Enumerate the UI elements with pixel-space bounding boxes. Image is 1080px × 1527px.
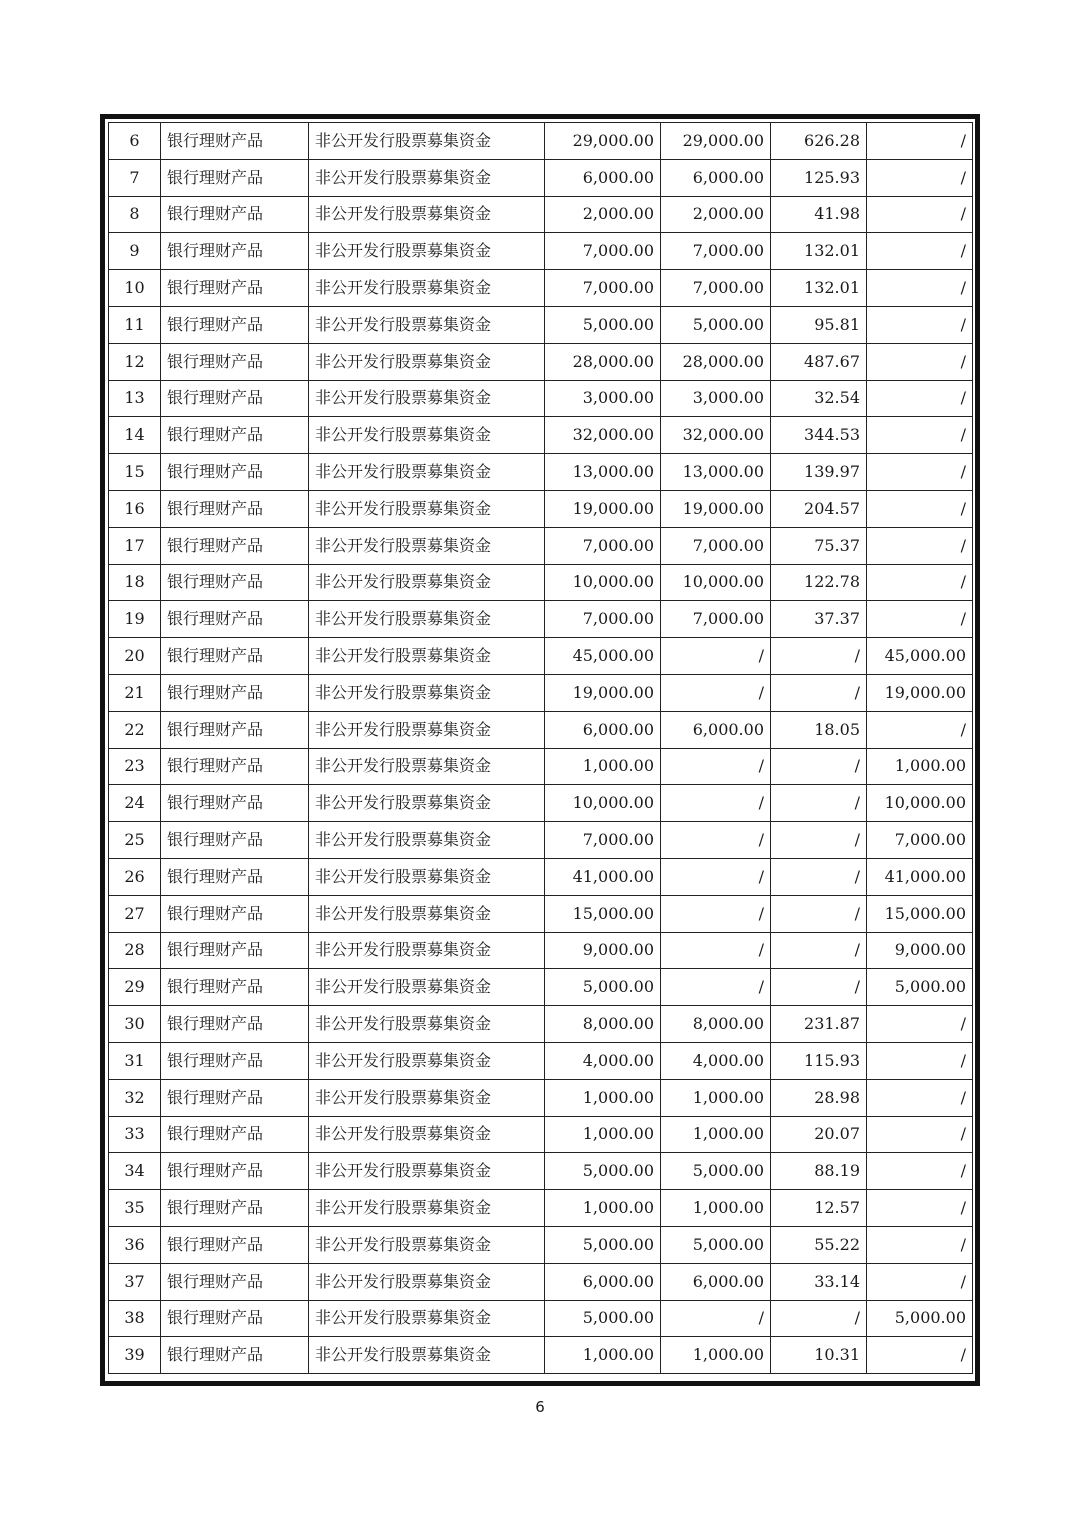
cell-redeemed-amount: / <box>661 822 771 859</box>
cell-income: 132.01 <box>771 233 867 270</box>
cell-redeemed-amount: 2,000.00 <box>661 196 771 233</box>
cell-purchase-amount: 5,000.00 <box>545 969 661 1006</box>
cell-product-type: 银行理财产品 <box>161 1116 309 1153</box>
cell-purchase-amount: 5,000.00 <box>545 1300 661 1337</box>
cell-serial-number: 23 <box>109 748 161 785</box>
cell-redeemed-amount: 7,000.00 <box>661 527 771 564</box>
cell-fund-source: 非公开发行股票募集资金 <box>309 1190 545 1227</box>
cell-redeemed-amount: 8,000.00 <box>661 1006 771 1043</box>
cell-fund-source: 非公开发行股票募集资金 <box>309 674 545 711</box>
cell-income: / <box>771 674 867 711</box>
cell-redeemed-amount: / <box>661 858 771 895</box>
cell-unredeemed-amount: / <box>867 343 973 380</box>
cell-fund-source: 非公开发行股票募集资金 <box>309 1153 545 1190</box>
cell-fund-source: 非公开发行股票募集资金 <box>309 1337 545 1374</box>
cell-unredeemed-amount: / <box>867 159 973 196</box>
cell-fund-source: 非公开发行股票募集资金 <box>309 969 545 1006</box>
cell-redeemed-amount: 32,000.00 <box>661 417 771 454</box>
cell-redeemed-amount: 6,000.00 <box>661 1263 771 1300</box>
cell-product-type: 银行理财产品 <box>161 123 309 160</box>
cell-unredeemed-amount: 5,000.00 <box>867 1300 973 1337</box>
cell-unredeemed-amount: 7,000.00 <box>867 822 973 859</box>
cell-redeemed-amount: / <box>661 674 771 711</box>
table-row <box>109 270 973 307</box>
cell-serial-number: 7 <box>109 159 161 196</box>
cell-fund-source: 非公开发行股票募集资金 <box>309 1116 545 1153</box>
table-row <box>109 306 973 343</box>
cell-fund-source: 非公开发行股票募集资金 <box>309 858 545 895</box>
cell-redeemed-amount: 7,000.00 <box>661 233 771 270</box>
cell-fund-source: 非公开发行股票募集资金 <box>309 638 545 675</box>
cell-fund-source: 非公开发行股票募集资金 <box>309 1300 545 1337</box>
cell-purchase-amount: 6,000.00 <box>545 711 661 748</box>
cell-purchase-amount: 5,000.00 <box>545 1226 661 1263</box>
table-row <box>109 858 973 895</box>
cell-purchase-amount: 15,000.00 <box>545 895 661 932</box>
cell-fund-source: 非公开发行股票募集资金 <box>309 123 545 160</box>
cell-purchase-amount: 8,000.00 <box>545 1006 661 1043</box>
table-row <box>109 233 973 270</box>
cell-purchase-amount: 32,000.00 <box>545 417 661 454</box>
cell-fund-source: 非公开发行股票募集资金 <box>309 490 545 527</box>
cell-serial-number: 15 <box>109 454 161 491</box>
table-row <box>109 1116 973 1153</box>
cell-fund-source: 非公开发行股票募集资金 <box>309 159 545 196</box>
cell-serial-number: 29 <box>109 969 161 1006</box>
cell-income: 32.54 <box>771 380 867 417</box>
cell-redeemed-amount: / <box>661 895 771 932</box>
cell-serial-number: 25 <box>109 822 161 859</box>
cell-unredeemed-amount: / <box>867 233 973 270</box>
cell-unredeemed-amount: / <box>867 1042 973 1079</box>
cell-product-type: 银行理财产品 <box>161 454 309 491</box>
cell-purchase-amount: 7,000.00 <box>545 822 661 859</box>
table-row <box>109 196 973 233</box>
table-row <box>109 932 973 969</box>
cell-purchase-amount: 7,000.00 <box>545 270 661 307</box>
cell-income: / <box>771 785 867 822</box>
cell-unredeemed-amount: / <box>867 490 973 527</box>
wealth-product-table <box>108 122 973 1374</box>
cell-purchase-amount: 1,000.00 <box>545 748 661 785</box>
cell-purchase-amount: 19,000.00 <box>545 490 661 527</box>
cell-purchase-amount: 6,000.00 <box>545 159 661 196</box>
cell-serial-number: 36 <box>109 1226 161 1263</box>
cell-income: 88.19 <box>771 1153 867 1190</box>
cell-unredeemed-amount: / <box>867 417 973 454</box>
cell-income: 115.93 <box>771 1042 867 1079</box>
cell-serial-number: 26 <box>109 858 161 895</box>
cell-fund-source: 非公开发行股票募集资金 <box>309 748 545 785</box>
cell-income: 12.57 <box>771 1190 867 1227</box>
cell-serial-number: 22 <box>109 711 161 748</box>
cell-unredeemed-amount: / <box>867 380 973 417</box>
cell-fund-source: 非公开发行股票募集资金 <box>309 895 545 932</box>
cell-fund-source: 非公开发行股票募集资金 <box>309 1042 545 1079</box>
cell-unredeemed-amount: / <box>867 1190 973 1227</box>
cell-serial-number: 35 <box>109 1190 161 1227</box>
cell-purchase-amount: 7,000.00 <box>545 233 661 270</box>
cell-product-type: 银行理财产品 <box>161 270 309 307</box>
cell-purchase-amount: 1,000.00 <box>545 1337 661 1374</box>
cell-income: 626.28 <box>771 123 867 160</box>
cell-unredeemed-amount: / <box>867 196 973 233</box>
table-row <box>109 564 973 601</box>
cell-redeemed-amount: 1,000.00 <box>661 1116 771 1153</box>
table-row <box>109 1300 973 1337</box>
cell-serial-number: 20 <box>109 638 161 675</box>
cell-product-type: 银行理财产品 <box>161 1226 309 1263</box>
cell-serial-number: 37 <box>109 1263 161 1300</box>
cell-income: / <box>771 822 867 859</box>
cell-product-type: 银行理财产品 <box>161 306 309 343</box>
cell-income: 231.87 <box>771 1006 867 1043</box>
cell-serial-number: 32 <box>109 1079 161 1116</box>
cell-income: / <box>771 638 867 675</box>
cell-income: 122.78 <box>771 564 867 601</box>
cell-income: 344.53 <box>771 417 867 454</box>
table-row <box>109 1190 973 1227</box>
cell-income: 132.01 <box>771 270 867 307</box>
table-body <box>109 123 973 1374</box>
cell-income: 33.14 <box>771 1263 867 1300</box>
cell-product-type: 银行理财产品 <box>161 159 309 196</box>
cell-unredeemed-amount: 1,000.00 <box>867 748 973 785</box>
table-row <box>109 1226 973 1263</box>
cell-unredeemed-amount: 45,000.00 <box>867 638 973 675</box>
cell-income: / <box>771 932 867 969</box>
cell-unredeemed-amount: / <box>867 1153 973 1190</box>
cell-fund-source: 非公开发行股票募集资金 <box>309 454 545 491</box>
cell-product-type: 银行理财产品 <box>161 1006 309 1043</box>
cell-product-type: 银行理财产品 <box>161 601 309 638</box>
table-row <box>109 343 973 380</box>
cell-purchase-amount: 4,000.00 <box>545 1042 661 1079</box>
cell-income: / <box>771 1300 867 1337</box>
cell-redeemed-amount: / <box>661 785 771 822</box>
cell-serial-number: 39 <box>109 1337 161 1374</box>
cell-fund-source: 非公开发行股票募集资金 <box>309 711 545 748</box>
cell-product-type: 银行理财产品 <box>161 1263 309 1300</box>
cell-serial-number: 17 <box>109 527 161 564</box>
cell-product-type: 银行理财产品 <box>161 858 309 895</box>
cell-unredeemed-amount: / <box>867 1263 973 1300</box>
cell-redeemed-amount: 1,000.00 <box>661 1190 771 1227</box>
cell-income: 18.05 <box>771 711 867 748</box>
cell-fund-source: 非公开发行股票募集资金 <box>309 785 545 822</box>
cell-product-type: 银行理财产品 <box>161 196 309 233</box>
cell-fund-source: 非公开发行股票募集资金 <box>309 1079 545 1116</box>
cell-unredeemed-amount: / <box>867 454 973 491</box>
cell-redeemed-amount: / <box>661 748 771 785</box>
cell-serial-number: 9 <box>109 233 161 270</box>
cell-unredeemed-amount: 15,000.00 <box>867 895 973 932</box>
cell-product-type: 银行理财产品 <box>161 490 309 527</box>
table-row <box>109 1006 973 1043</box>
cell-income: / <box>771 858 867 895</box>
cell-fund-source: 非公开发行股票募集资金 <box>309 306 545 343</box>
cell-serial-number: 27 <box>109 895 161 932</box>
cell-redeemed-amount: 6,000.00 <box>661 159 771 196</box>
cell-purchase-amount: 29,000.00 <box>545 123 661 160</box>
cell-redeemed-amount: 5,000.00 <box>661 306 771 343</box>
cell-purchase-amount: 1,000.00 <box>545 1190 661 1227</box>
cell-product-type: 银行理财产品 <box>161 1042 309 1079</box>
cell-serial-number: 33 <box>109 1116 161 1153</box>
cell-redeemed-amount: 29,000.00 <box>661 123 771 160</box>
cell-product-type: 银行理财产品 <box>161 638 309 675</box>
cell-serial-number: 12 <box>109 343 161 380</box>
table-row <box>109 895 973 932</box>
table-row <box>109 490 973 527</box>
cell-redeemed-amount: 5,000.00 <box>661 1153 771 1190</box>
cell-fund-source: 非公开发行股票募集资金 <box>309 932 545 969</box>
cell-redeemed-amount: 5,000.00 <box>661 1226 771 1263</box>
cell-fund-source: 非公开发行股票募集资金 <box>309 1226 545 1263</box>
cell-serial-number: 38 <box>109 1300 161 1337</box>
cell-income: 55.22 <box>771 1226 867 1263</box>
cell-income: 75.37 <box>771 527 867 564</box>
cell-purchase-amount: 7,000.00 <box>545 601 661 638</box>
cell-fund-source: 非公开发行股票募集资金 <box>309 1006 545 1043</box>
cell-purchase-amount: 1,000.00 <box>545 1116 661 1153</box>
cell-purchase-amount: 45,000.00 <box>545 638 661 675</box>
cell-product-type: 银行理财产品 <box>161 822 309 859</box>
cell-unredeemed-amount: 19,000.00 <box>867 674 973 711</box>
cell-product-type: 银行理财产品 <box>161 674 309 711</box>
cell-serial-number: 6 <box>109 123 161 160</box>
cell-income: 139.97 <box>771 454 867 491</box>
cell-income: 204.57 <box>771 490 867 527</box>
cell-fund-source: 非公开发行股票募集资金 <box>309 343 545 380</box>
cell-serial-number: 8 <box>109 196 161 233</box>
table-row <box>109 123 973 160</box>
page-number: 6 <box>535 1398 545 1416</box>
cell-income: 41.98 <box>771 196 867 233</box>
cell-fund-source: 非公开发行股票募集资金 <box>309 270 545 307</box>
cell-purchase-amount: 19,000.00 <box>545 674 661 711</box>
table-row <box>109 601 973 638</box>
cell-serial-number: 19 <box>109 601 161 638</box>
cell-fund-source: 非公开发行股票募集资金 <box>309 601 545 638</box>
table-row <box>109 1153 973 1190</box>
cell-income: 20.07 <box>771 1116 867 1153</box>
cell-product-type: 银行理财产品 <box>161 380 309 417</box>
table-row <box>109 527 973 564</box>
cell-fund-source: 非公开发行股票募集资金 <box>309 380 545 417</box>
table-row <box>109 638 973 675</box>
cell-product-type: 银行理财产品 <box>161 1300 309 1337</box>
cell-product-type: 银行理财产品 <box>161 969 309 1006</box>
cell-redeemed-amount: 6,000.00 <box>661 711 771 748</box>
cell-fund-source: 非公开发行股票募集资金 <box>309 1263 545 1300</box>
cell-redeemed-amount: / <box>661 932 771 969</box>
cell-unredeemed-amount: / <box>867 1079 973 1116</box>
table-row <box>109 711 973 748</box>
table-row <box>109 674 973 711</box>
cell-redeemed-amount: / <box>661 1300 771 1337</box>
ledger-table-frame <box>100 114 980 1386</box>
cell-product-type: 银行理财产品 <box>161 785 309 822</box>
cell-unredeemed-amount: / <box>867 270 973 307</box>
cell-purchase-amount: 5,000.00 <box>545 1153 661 1190</box>
cell-unredeemed-amount: / <box>867 306 973 343</box>
cell-unredeemed-amount: 5,000.00 <box>867 969 973 1006</box>
cell-serial-number: 18 <box>109 564 161 601</box>
cell-unredeemed-amount: / <box>867 711 973 748</box>
cell-serial-number: 34 <box>109 1153 161 1190</box>
cell-serial-number: 30 <box>109 1006 161 1043</box>
cell-purchase-amount: 41,000.00 <box>545 858 661 895</box>
cell-unredeemed-amount: / <box>867 123 973 160</box>
cell-fund-source: 非公开发行股票募集资金 <box>309 822 545 859</box>
cell-income: / <box>771 895 867 932</box>
cell-unredeemed-amount: / <box>867 527 973 564</box>
cell-redeemed-amount: 13,000.00 <box>661 454 771 491</box>
cell-income: 37.37 <box>771 601 867 638</box>
cell-purchase-amount: 6,000.00 <box>545 1263 661 1300</box>
cell-product-type: 银行理财产品 <box>161 343 309 380</box>
cell-redeemed-amount: 19,000.00 <box>661 490 771 527</box>
cell-redeemed-amount: 10,000.00 <box>661 564 771 601</box>
cell-serial-number: 10 <box>109 270 161 307</box>
cell-income: / <box>771 748 867 785</box>
cell-unredeemed-amount: / <box>867 1006 973 1043</box>
cell-serial-number: 13 <box>109 380 161 417</box>
cell-redeemed-amount: 4,000.00 <box>661 1042 771 1079</box>
cell-purchase-amount: 7,000.00 <box>545 527 661 564</box>
cell-fund-source: 非公开发行股票募集资金 <box>309 196 545 233</box>
cell-serial-number: 21 <box>109 674 161 711</box>
cell-purchase-amount: 1,000.00 <box>545 1079 661 1116</box>
cell-purchase-amount: 13,000.00 <box>545 454 661 491</box>
cell-purchase-amount: 5,000.00 <box>545 306 661 343</box>
cell-redeemed-amount: 28,000.00 <box>661 343 771 380</box>
cell-product-type: 银行理财产品 <box>161 932 309 969</box>
cell-unredeemed-amount: 41,000.00 <box>867 858 973 895</box>
cell-redeemed-amount: / <box>661 638 771 675</box>
cell-redeemed-amount: / <box>661 969 771 1006</box>
cell-purchase-amount: 9,000.00 <box>545 932 661 969</box>
cell-purchase-amount: 3,000.00 <box>545 380 661 417</box>
cell-redeemed-amount: 7,000.00 <box>661 270 771 307</box>
cell-serial-number: 11 <box>109 306 161 343</box>
table-row <box>109 159 973 196</box>
cell-product-type: 银行理财产品 <box>161 1079 309 1116</box>
cell-unredeemed-amount: 10,000.00 <box>867 785 973 822</box>
cell-unredeemed-amount: / <box>867 601 973 638</box>
cell-income: 487.67 <box>771 343 867 380</box>
table-row <box>109 1079 973 1116</box>
cell-product-type: 银行理财产品 <box>161 417 309 454</box>
cell-redeemed-amount: 1,000.00 <box>661 1337 771 1374</box>
cell-fund-source: 非公开发行股票募集资金 <box>309 417 545 454</box>
cell-product-type: 银行理财产品 <box>161 1153 309 1190</box>
cell-purchase-amount: 28,000.00 <box>545 343 661 380</box>
cell-redeemed-amount: 7,000.00 <box>661 601 771 638</box>
cell-product-type: 银行理财产品 <box>161 748 309 785</box>
cell-fund-source: 非公开发行股票募集资金 <box>309 527 545 564</box>
table-row <box>109 1042 973 1079</box>
table-row <box>109 822 973 859</box>
table-row <box>109 454 973 491</box>
cell-fund-source: 非公开发行股票募集资金 <box>309 233 545 270</box>
cell-purchase-amount: 2,000.00 <box>545 196 661 233</box>
table-row <box>109 1337 973 1374</box>
cell-product-type: 银行理财产品 <box>161 895 309 932</box>
cell-redeemed-amount: 1,000.00 <box>661 1079 771 1116</box>
cell-income: 10.31 <box>771 1337 867 1374</box>
cell-product-type: 银行理财产品 <box>161 711 309 748</box>
cell-serial-number: 31 <box>109 1042 161 1079</box>
cell-income: 95.81 <box>771 306 867 343</box>
cell-serial-number: 16 <box>109 490 161 527</box>
cell-product-type: 银行理财产品 <box>161 564 309 601</box>
table-row <box>109 748 973 785</box>
cell-product-type: 银行理财产品 <box>161 233 309 270</box>
cell-income: 125.93 <box>771 159 867 196</box>
cell-fund-source: 非公开发行股票募集资金 <box>309 564 545 601</box>
cell-product-type: 银行理财产品 <box>161 1337 309 1374</box>
cell-product-type: 银行理财产品 <box>161 1190 309 1227</box>
cell-product-type: 银行理财产品 <box>161 527 309 564</box>
table-row <box>109 380 973 417</box>
cell-serial-number: 14 <box>109 417 161 454</box>
cell-serial-number: 24 <box>109 785 161 822</box>
cell-purchase-amount: 10,000.00 <box>545 564 661 601</box>
cell-unredeemed-amount: / <box>867 1226 973 1263</box>
cell-unredeemed-amount: 9,000.00 <box>867 932 973 969</box>
cell-redeemed-amount: 3,000.00 <box>661 380 771 417</box>
cell-purchase-amount: 10,000.00 <box>545 785 661 822</box>
table-row <box>109 417 973 454</box>
cell-unredeemed-amount: / <box>867 564 973 601</box>
cell-serial-number: 28 <box>109 932 161 969</box>
cell-income: / <box>771 969 867 1006</box>
table-row <box>109 785 973 822</box>
table-row <box>109 969 973 1006</box>
table-row <box>109 1263 973 1300</box>
cell-income: 28.98 <box>771 1079 867 1116</box>
cell-unredeemed-amount: / <box>867 1337 973 1374</box>
cell-unredeemed-amount: / <box>867 1116 973 1153</box>
